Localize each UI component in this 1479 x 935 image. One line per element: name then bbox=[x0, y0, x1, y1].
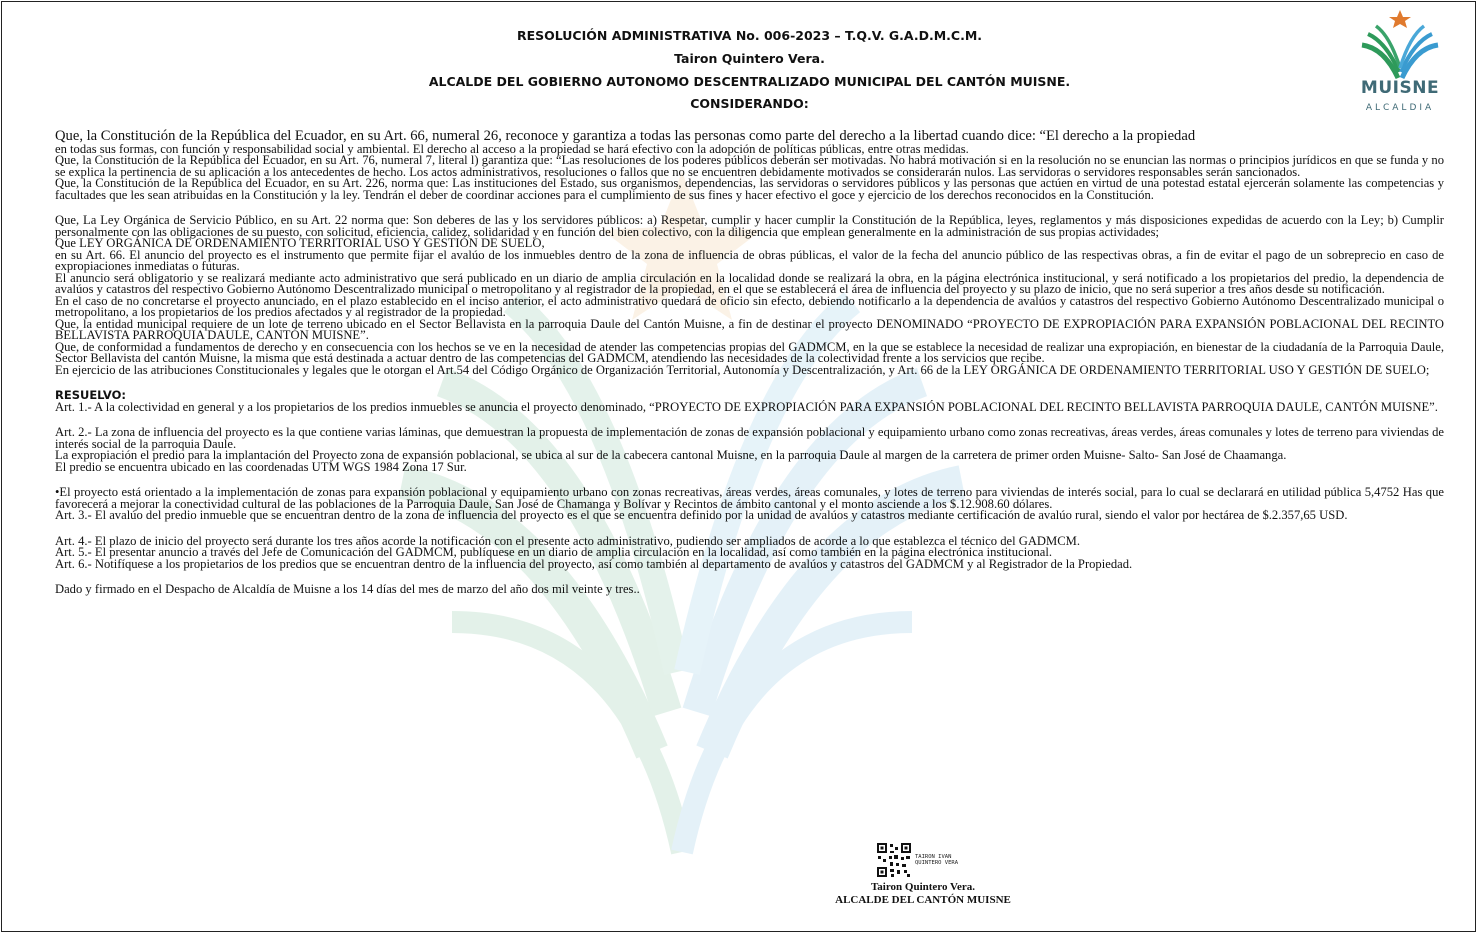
closing-statement: Dado y firmado en el Despacho de Alcaldía de Muisne a los 14 días del mes de marzo del año dos mil veinte y tres.. bbox=[55, 582, 640, 596]
article: Art. 3.- El avalúo del predio inmueble que se encuentran dentro de la zona de influencia del proyecto es el que se encuentra definido por la unidad de avalúos y catastros mediante certificación de avalúo rural, siendo el valor por hectárea de $.2.357,65 USD. bbox=[55, 508, 1348, 522]
paragraph: en todas sus formas, con función y responsabilidad social y ambiental. El derecho al acceso a la propiedad se hará efectivo con la adopción de políticas públicas, entre otras medidas. bbox=[55, 141, 969, 156]
document-body bbox=[55, 130, 1444, 596]
signer-name: Tairon Quintero Vera. bbox=[870, 881, 975, 893]
logo-name: MUISNE bbox=[1360, 78, 1440, 98]
qr-code-icon bbox=[876, 842, 912, 878]
document-page bbox=[1, 1, 1476, 932]
paragraph: Que LEY ORGÁNICA DE ORDENAMIENTO TERRITORIAL USO Y GESTIÓN DE SUELO, bbox=[55, 236, 545, 250]
logo-subtitle: ALCALDIA bbox=[1365, 103, 1435, 113]
article: El predio se encuentra ubicado en las coordenadas UTM WGS 1984 Zona 17 Sur. bbox=[55, 459, 467, 474]
qr-signer-text bbox=[915, 854, 958, 866]
signature-block bbox=[828, 881, 1018, 906]
article: Art. 6.- Notifíquese a los propietarios de los predios que se encuentran dentro de la influencia del proyecto, así como también al departamento de avalúos y catastros del GADMCM y al Registrador de la Propiedad. bbox=[55, 556, 1133, 571]
paragraph: En ejercicio de las atribuciones Constitucionales y legales que le otorgan el Art.54 del Código Orgánico de Organización Territorial, Autonomía y Descentralización, y Art. 66 de la LEY ORGÁNICA DE ORDENAMIENTO TERRITORIAL USO Y GESTIÓN DE SUELO; bbox=[55, 362, 1430, 377]
paragraph: Que, la Constitución de la República del Ecuador, en su Art. 226, norma que: Las instituciones del Estado, sus organismos, dependencias, las servidoras o servidores públicos y las personas que actúen en virtud de una potestad estatal ejercerán solamente las competencias y facultades que les sean atribuidas en la Constitución y la ley. Tendrán el deber de coordinar acciones para el cumplimiento de sus fines y hacer efectivo el goce y ejercicio de los derechos reconocidos en la Constitución. bbox=[55, 176, 1444, 202]
paragraph: En el caso de no concretarse el proyecto anunciado, en el plazo establecido en el inciso anterior, el acto administrativo quedará de oficio sin efecto, debiendo notificarlo a la dependencia de avalúos y catastros del respectivo Gobierno Autónomo Descentralizado municipal o metropolitano, a los propietarios de los predios afectados y al registrador de la propiedad. bbox=[55, 293, 1444, 319]
resuelvo-heading: RESUELVO: bbox=[55, 388, 127, 402]
author-name: Tairon Quintero Vera. bbox=[674, 51, 825, 66]
paragraph: Que, la Constitución de la República del Ecuador, en su Art. 66, numeral 26, reconoce y garantiza a todas las personas como parte del derecho a la libertad cuando dice: “El derecho a la propiedad bbox=[55, 128, 1196, 144]
considerando-heading: CONSIDERANDO: bbox=[690, 96, 809, 111]
article: La expropiación el predio para la implantación del Proyecto zona de expansión poblacional, se ubica al sur de la cabecera cantonal Muisne, en la parroquia Daule al margen de la carretera de primer orden Muisne- Salto- San José de Chaamanga. bbox=[55, 448, 1287, 462]
article: •El proyecto está orientado a la implementación de zonas para expansión poblacional y equipamiento urbano con zonas recreativas, áreas verdes, áreas comunales, y lotes de terreno para viviendas de interés social, para lo cual se declarará en utilidad pública 5,4752 Has que favorecerá a mejorar la conectividad cultural de las poblaciones de la Parroquia Daule, San José de Chamanga y Bolívar y Recintos de ámbito cantonal y el monto asciende a los $.12.908.60 dólares. bbox=[55, 485, 1444, 511]
paragraph: El anuncio será obligatorio y se realizará mediante acto administrativo que será publicado en un diario de amplia circulación en la localidad donde se realizará la obra, en la página electrónica institucional, y será notificado a los propietarios del predio, la dependencia de avalúos y catastros del respectivo Gobierno Autónomo Descentralizado municipal o metropolitano y al registrador de la propiedad, en el que se establecerá el área de influencia del proyecto y su plazo de inicio, que no será superior a tres años desde su notificación. bbox=[55, 270, 1444, 296]
article: Art. 2.- La zona de influencia del proyecto es la que contiene varias láminas, que demuestran la propuesta de implementación de zonas de expansión poblacional y equipamiento urbano como zonas recreativas, áreas verdes, áreas comunales y lotes de terreno para viviendas de interés social de la parroquia Daule. bbox=[55, 425, 1444, 451]
article: Art. 1.- A la colectividad en general y a los propietarios de los predios inmuebles se anuncia el proyecto denominado, “PROYECTO DE EXPROPIACIÓN PARA EXPANSIÓN POBLACIONAL DEL RECINTO BELLAVISTA PARROQUIA DAULE, CANTÓN MUISNE”. bbox=[55, 399, 1438, 414]
paragraph: en su Art. 66. El anuncio del proyecto es el instrumento que permite fijar el avalúo de los inmuebles dentro de la zona de influencia de obras públicas, el valor de la fecha del anuncio público de las respectivas obras, a fin de evitar el pago de un sobreprecio en caso de expropiaciones inmediatas o futuras. bbox=[55, 247, 1444, 273]
signer-title: ALCALDE DEL CANTÓN MUISNE bbox=[835, 893, 1011, 906]
paragraph: Que, La Ley Orgánica de Servicio Público, en su Art. 22 norma que: Son deberes de las y los servidores públicos: a) Respetar, cumplir y hacer cumplir la Constitución de la República, leyes, reglamentos y más disposiciones expedidas de acuerdo con la Ley; b) Cumplir personalmente con las obligaciones de su puesto, con solicitud, eficiencia, calidez, solidaridad y en función del bien colectivo, con la diligencia que emplean generalmente en la administración de sus propias actividades; bbox=[55, 213, 1444, 239]
paragraph: Que, la entidad municipal requiere de un lote de terreno ubicado en el Sector Bellavista en la parroquia Daule del Cantón Muisne, a fin de destinar el proyecto DENOMINADO “PROYECTO DE EXPROPIACIÓN PARA EXPANSIÓN POBLACIONAL DEL RECINTO BELLAVISTA PARROQUIA DAULE, CANTÓN MUISNE”. bbox=[55, 316, 1444, 342]
article: Art. 4.- El plazo de inicio del proyecto será durante los tres años acorde la notificación con el presente acto administrativo, pudiendo ser ampliados de acorde a lo que establezca el técnico del GADMCM. bbox=[55, 533, 1080, 548]
qr-signer-line: QUINTERO VERA bbox=[915, 860, 959, 866]
resolution-title: RESOLUCIÓN ADMINISTRATIVA No. 006-2023 – T.Q.V. G.A.D.M.C.M. bbox=[516, 28, 983, 43]
article: Art. 5.- El presentar anuncio a través del Jefe de Comunicación del GADMCM, publíquese en un diario de amplia circulación en la localidad, así como también en la página electrónica institucional. bbox=[55, 545, 1053, 559]
qr-signer-line: TAIRON IVAN bbox=[915, 854, 952, 860]
authority-title: ALCALDE DEL GOBIERNO AUTONOMO DESCENTRALIZADO MUNICIPAL DEL CANTÓN MUISNE. bbox=[428, 74, 1071, 89]
paragraph: Que, de conformidad a fundamentos de derecho y en consecuencia con los hechos se ve en la necesidad de atender las competencias propias del GADMCM, en la que se establece la necesidad de realizar una expropiación, en bienestar de la ciudadanía de la Parroquia Daule, Sector Bellavista del cantón Muisne, la misma que está destinada a actuar dentro de las competencias del GADMCM, atendiendo las necesidades de la colectividad frente a los servicios que recibe. bbox=[55, 339, 1444, 365]
paragraph: Que, la Constitución de la República del Ecuador, en su Art. 76, numeral 7, literal l) garantiza que: “Las resoluciones de los poderes públicos deberán ser motivadas. No habrá motivación si en la resolución no se enuncian las normas o principios jurídicos en que se funda y no se explica la pertinencia de su aplicación a los antecedentes de hecho. Los actos administrativos, resoluciones o fallos que no se encuentren debidamente motivados se considerarán nulos. Las servidoras o servidores responsables serán sancionados. bbox=[55, 153, 1444, 179]
